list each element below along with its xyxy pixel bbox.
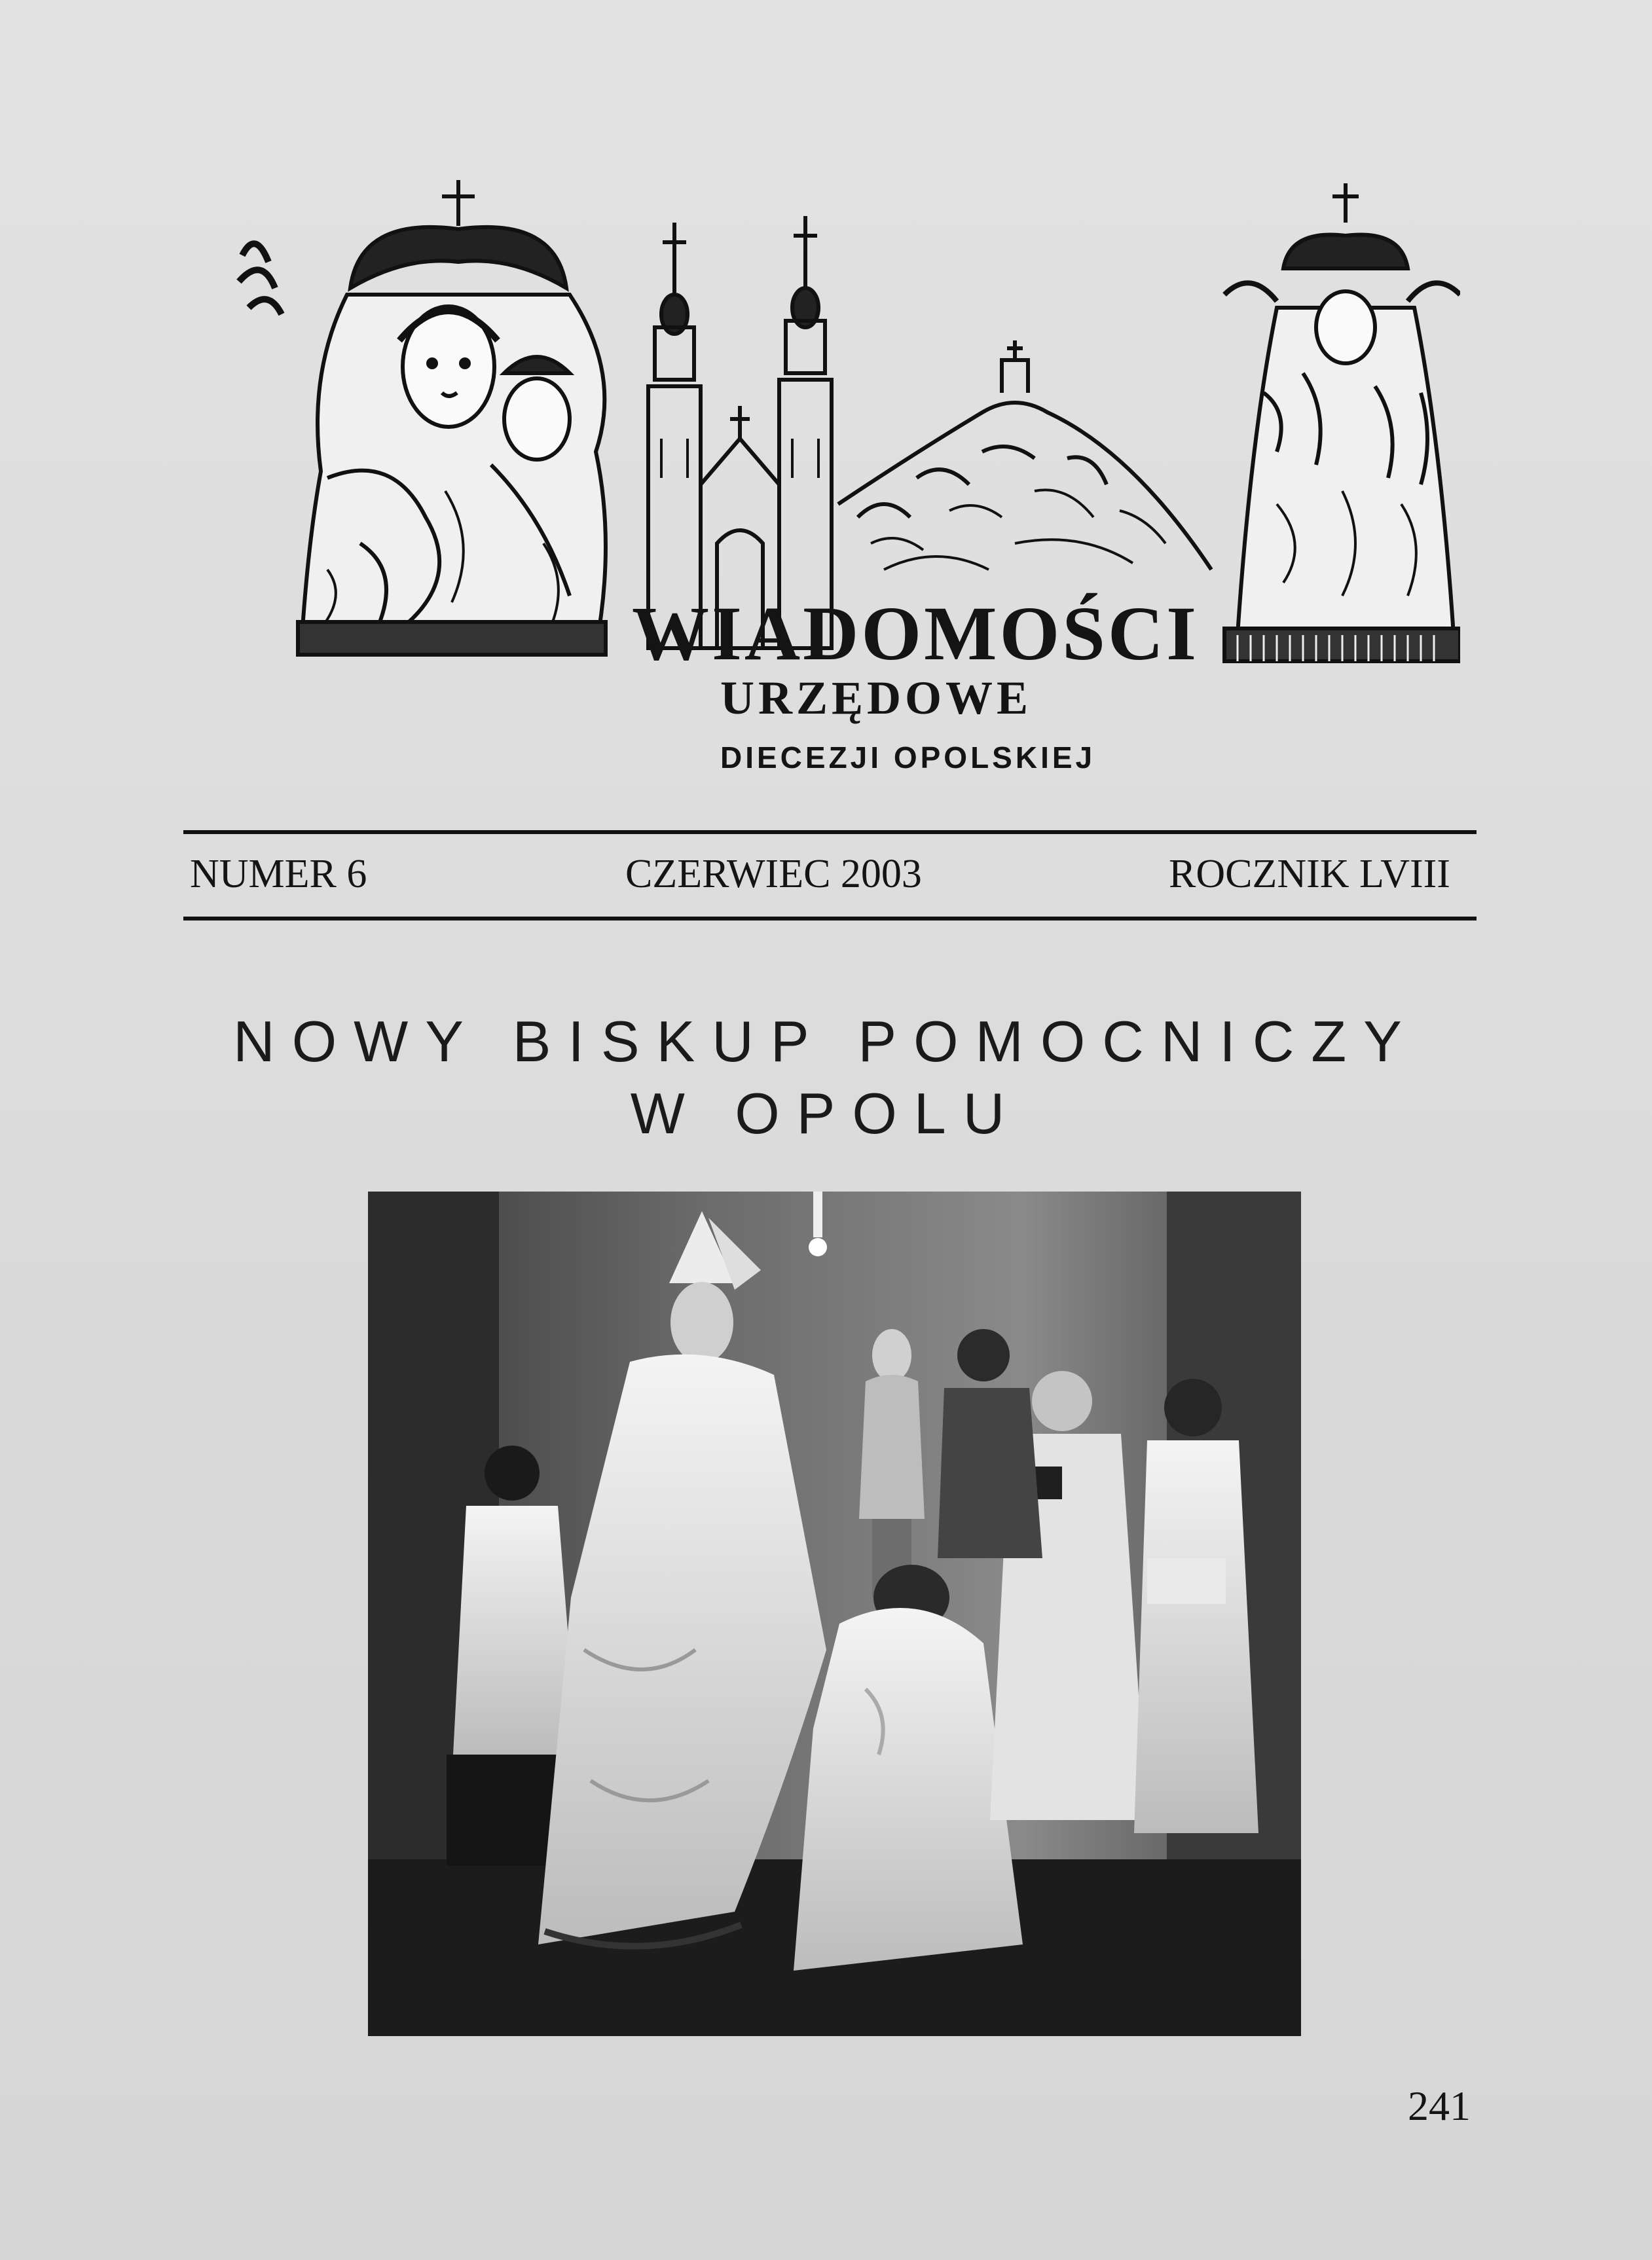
page-number: 241 xyxy=(1408,2083,1471,2129)
madonna-icon xyxy=(239,180,606,655)
journal-diocese: DIECEZJI OPOLSKIEJ xyxy=(720,740,1096,775)
issue-date: CZERWIEC 2003 xyxy=(625,852,922,896)
ordination-photo xyxy=(368,1192,1301,2036)
headline-line-1: NOWY BISKUP POMOCNICZY xyxy=(233,1009,1419,1074)
mountain-sanctuary xyxy=(838,340,1211,570)
headline-line-2: W OPOLU xyxy=(630,1081,1022,1146)
journal-subtitle: URZĘDOWE xyxy=(720,672,1033,724)
basilica-towers xyxy=(648,216,832,648)
ordination-photo-drawing xyxy=(368,1192,1301,2036)
top-rule xyxy=(183,830,1477,834)
journal-title: WIADOMOŚCI xyxy=(632,591,1200,676)
issue-number: NUMER 6 xyxy=(190,852,367,896)
issue-volume: ROCZNIK LVIII xyxy=(1169,852,1450,896)
crowned-statue-icon xyxy=(1224,183,1460,661)
bottom-rule xyxy=(183,917,1477,920)
